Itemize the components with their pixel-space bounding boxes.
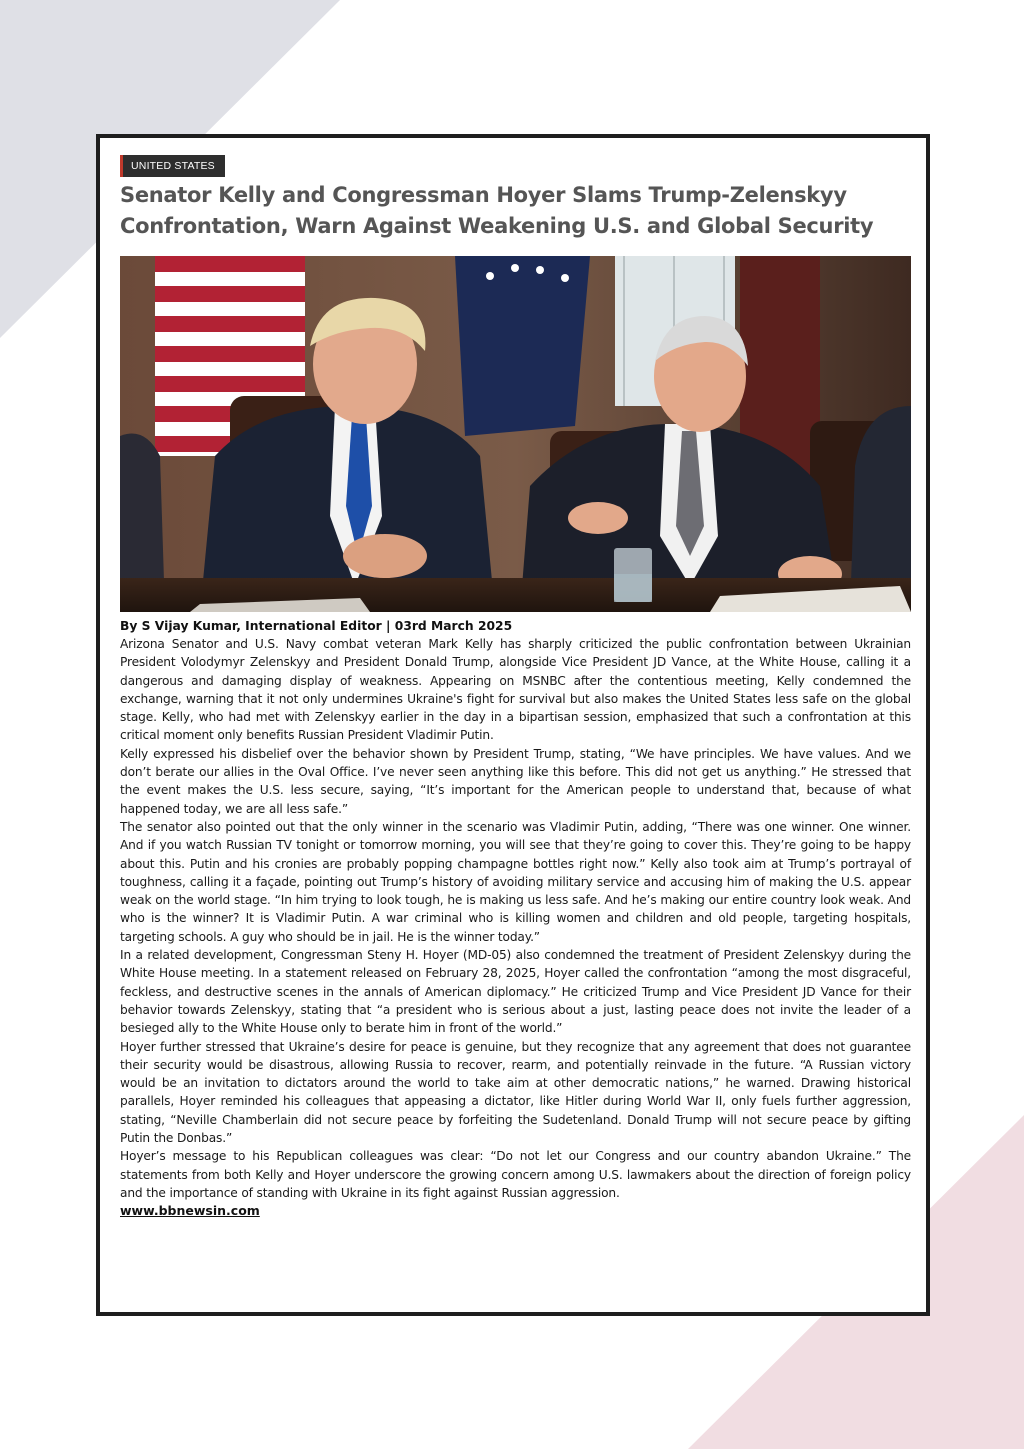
website-link[interactable]: www.bbnewsin.com xyxy=(120,1203,260,1219)
water-glass xyxy=(614,548,652,602)
article-card xyxy=(96,134,930,1316)
paragraph: Kelly expressed his disbelief over the behavior shown by President Trump, stating, “We have principles. We have values. And we don’t berate our allies in the Oval Office. I’ve never seen anything like this before. This did not get us anything.” He stressed that the event makes the U.S. less secure, saying, “It’s important for the American people to understand that, because of what happened today, we are all less safe.” xyxy=(120,746,911,816)
presidential-flag xyxy=(455,256,590,436)
article-photo xyxy=(120,256,911,612)
byline: By S Vijay Kumar, International Editor | 03rd March 2025 xyxy=(120,619,513,633)
photo-illustration xyxy=(120,256,911,612)
paragraph: In a related development, Congressman Steny H. Hoyer (MD-05) also condemned the treatment of President Zelenskyy during the White House meeting. In a statement released on February 28, 2025, Hoyer called the confrontation “among the most disgraceful, feckless, and destructive scenes in the annals of American diplomacy.” He criticized Trump and Vice President JD Vance for their behavior towards Zelenskyy, stating that “a president who is serious about a just, lasting peace does not invite the leader of a besieged ally to the White House only to berate him in front of the world.” xyxy=(120,948,911,1036)
paragraph: The senator also pointed out that the only winner in the scenario was Vladimir Putin, adding, “There was one winner. One winner. And if you watch Russian TV tonight or tomorrow morning, you will see that they’re going to cover this. They’re going to be happy about this. Putin and his cronies are probably popping champagne bottles right now.” Kelly also took aim at Trump’s portrayal of toughness, calling it a façade, pointing out Trump’s history of avoiding military service and accusing him of making the U.S. appear weak on the world stage. “In him trying to look tough, he is making us less safe. And he’s making our entire country look weak. And who is the winner? It is Vladimir Putin. A war criminal who is killing women and children and old people, targeting hospitals, targeting schools. A guy who should be in jail. He is the winner today.” xyxy=(120,819,911,944)
article-title: Senator Kelly and Congressman Hoyer Slams Trump-Zelenskyy Confrontation, Warn Against Weakening U.S. and Global Security xyxy=(120,183,874,238)
paragraph: Hoyer further stressed that Ukraine’s desire for peace is genuine, but they recognize that any agreement that does not guarantee their security would be disastrous, allowing Russia to recover, rearm, and potentially reinvade in the future. “A Russian victory would be an invitation to dictators around the world to take aim at other democratic nations,” he warned. Drawing historical parallels, Hoyer reminded his colleagues that appeasing a dictator, like Hitler during World War II, only fuels further aggression, stating, “Neville Chamberlain did not secure peace by forfeiting the Sudetenland. Donald Trump will not secure peace by gifting Putin the Donbas.” xyxy=(120,1039,911,1146)
paragraph: Hoyer’s message to his Republican colleagues was clear: “Do not let our Congress and our country abandon Ukraine.” The statements from both Kelly and Hoyer underscore the growing concern among U.S. lawmakers about the direction of foreign policy and the importance of standing with Ukraine in its fight against Russian aggression. xyxy=(120,1149,911,1200)
category-tag[interactable]: UNITED STATES xyxy=(120,155,225,177)
paragraph: Arizona Senator and U.S. Navy combat veteran Mark Kelly has sharply criticized the public confrontation between Ukrainian President Volodymyr Zelenskyy and President Donald Trump, alongside Vice President JD Vance, at the White House, calling it a dangerous and damaging display of weakness. Appearing on MSNBC after the contentious meeting, Kelly condemned the exchange, warning that it not only undermines Ukraine's fight for survival but also makes the United States less safe on the global stage. Kelly, who had met with Zelenskyy earlier in the day in a bipartisan session, emphasized that such a confrontation at this critical moment only benefits Russian President Vladimir Putin. xyxy=(120,637,911,743)
article-body xyxy=(120,635,911,1221)
